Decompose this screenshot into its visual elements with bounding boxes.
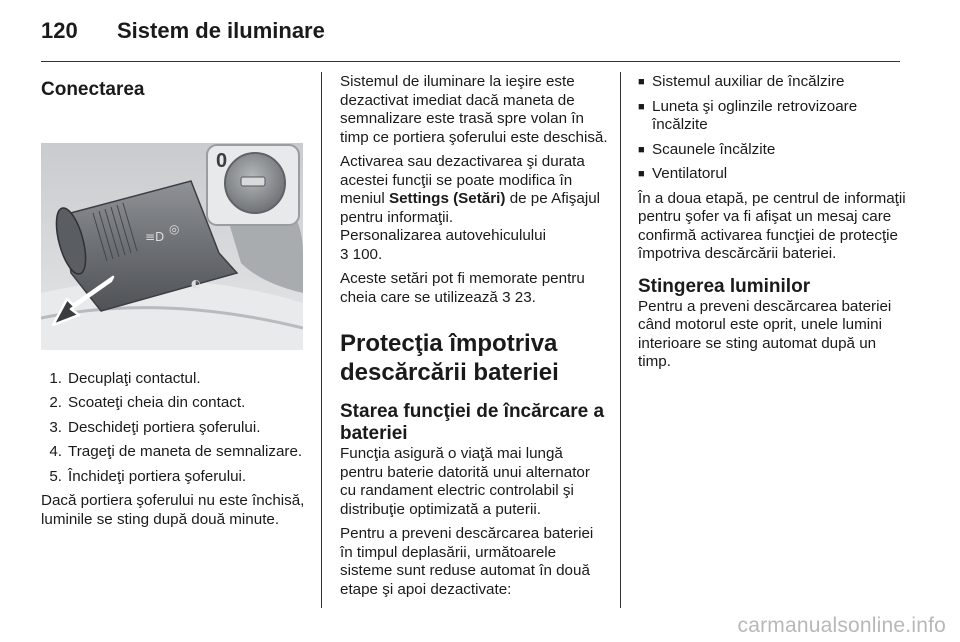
bullet-square-icon: ■: [638, 143, 645, 156]
paragraph-text: Activarea sau dezactivarea şi durata acestei funcţii se poate modifica în meniul: [340, 153, 585, 207]
list-item: [41, 419, 311, 438]
paragraph: [340, 153, 608, 264]
page-title: Sistem de iluminare: [117, 18, 325, 43]
column-divider: [321, 72, 322, 608]
paragraph: Dacă portiera şoferului nu este închisă, luminile se sting după două minute.: [41, 492, 305, 528]
section-heading-lights-off: Stingerea luminilor: [638, 275, 811, 297]
step-number: 1.: [49, 369, 62, 387]
paragraph-text: de pe Afişajul pentru informaţii.: [340, 190, 601, 226]
step-text: Trageţi de maneta de semnalizare.: [68, 443, 303, 460]
section-heading-connect: Conectarea: [41, 79, 145, 100]
paragraph: În a doua etapă, pe centrul de informaţii pentru şofer va fi afişat un mesaj care confirmă activarea funcţiei de protecţie împotriva descărcării bateriei.: [638, 189, 906, 262]
list-item: [41, 370, 311, 389]
bullet-square-icon: ■: [638, 76, 645, 88]
paragraph: Funcţia asigură o viaţă mai lungă pentru baterie datorită unui alternator cu randament electric controlabil şi distribuţie optimizată a puterii.: [340, 445, 590, 518]
bullet-text: Scaunele încălzite: [652, 140, 776, 158]
list-item: [638, 141, 906, 160]
list-item: [41, 443, 311, 462]
column-divider: [620, 72, 621, 608]
list-item: [638, 98, 906, 135]
list-item: [41, 468, 311, 487]
reduced-systems-list: [638, 73, 906, 184]
turn-signal-lever-figure: [41, 143, 303, 350]
step-text: Închideţi portiera şoferului.: [68, 467, 247, 485]
svg-text:◐: ◐: [191, 277, 201, 290]
column-3: [638, 73, 906, 378]
bullet-text: Ventilatorul: [652, 165, 728, 182]
menu-name-settings: Settings (Setări): [388, 190, 506, 207]
column-1: [41, 73, 311, 535]
step-number: 5.: [49, 467, 62, 485]
subsection-heading-charge-state: Starea funcţiei de încărcare a bateriei: [340, 401, 605, 444]
paragraph: Pentru a preveni descărcarea bateriei în timpul deplasării, următoarele sisteme sunt reduse automat în două etape şi apoi dezactivate:: [340, 525, 594, 598]
figure-badge-label: 0: [216, 150, 228, 172]
list-item: [638, 73, 906, 92]
bullet-square-icon: ■: [638, 100, 645, 113]
svg-text:≡D: ≡D: [145, 230, 165, 244]
page-number: 120: [41, 18, 78, 43]
paragraph: Pentru a preveni descărcarea bateriei când motorul este oprit, unele lumini interioare se sting automat după un timp.: [638, 297, 892, 370]
step-number: 3.: [49, 418, 62, 436]
paragraph-text: Personalizarea autovehiculului: [340, 227, 547, 244]
column-2: [340, 73, 608, 605]
page-reference: 3 100.: [340, 245, 383, 263]
bullet-text: Luneta şi oglinzile retrovizoare încălzite: [652, 97, 858, 133]
list-item: [41, 394, 311, 413]
header-rule: [41, 61, 900, 62]
paragraph: Sistemul de iluminare la ieşire este dezactivat imediat dacă maneta de semnalizare este trasă spre volan în timp ce portiera şoferului este deschisă.: [340, 73, 608, 146]
step-number: 2.: [49, 394, 62, 411]
section-heading-battery-protection: Protecţia împotriva descărcării bateriei: [340, 330, 559, 386]
watermark: carmanualsonline.info: [737, 614, 946, 637]
step-text: Deschideţi portiera şoferului.: [68, 418, 261, 436]
step-text: Decuplaţi contactul.: [68, 369, 201, 387]
bullet-square-icon: ■: [638, 168, 645, 180]
steps-list: [41, 370, 311, 487]
paragraph: Aceste setări pot fi memorate pentru cheia care se utilizează 3 23.: [340, 270, 585, 306]
step-number: 4.: [49, 443, 62, 460]
svg-text:◎: ◎: [169, 222, 180, 236]
bullet-text: Sistemul auxiliar de încălzire: [652, 73, 845, 90]
list-item: [638, 165, 906, 184]
step-text: Scoateţi cheia din contact.: [68, 394, 246, 411]
